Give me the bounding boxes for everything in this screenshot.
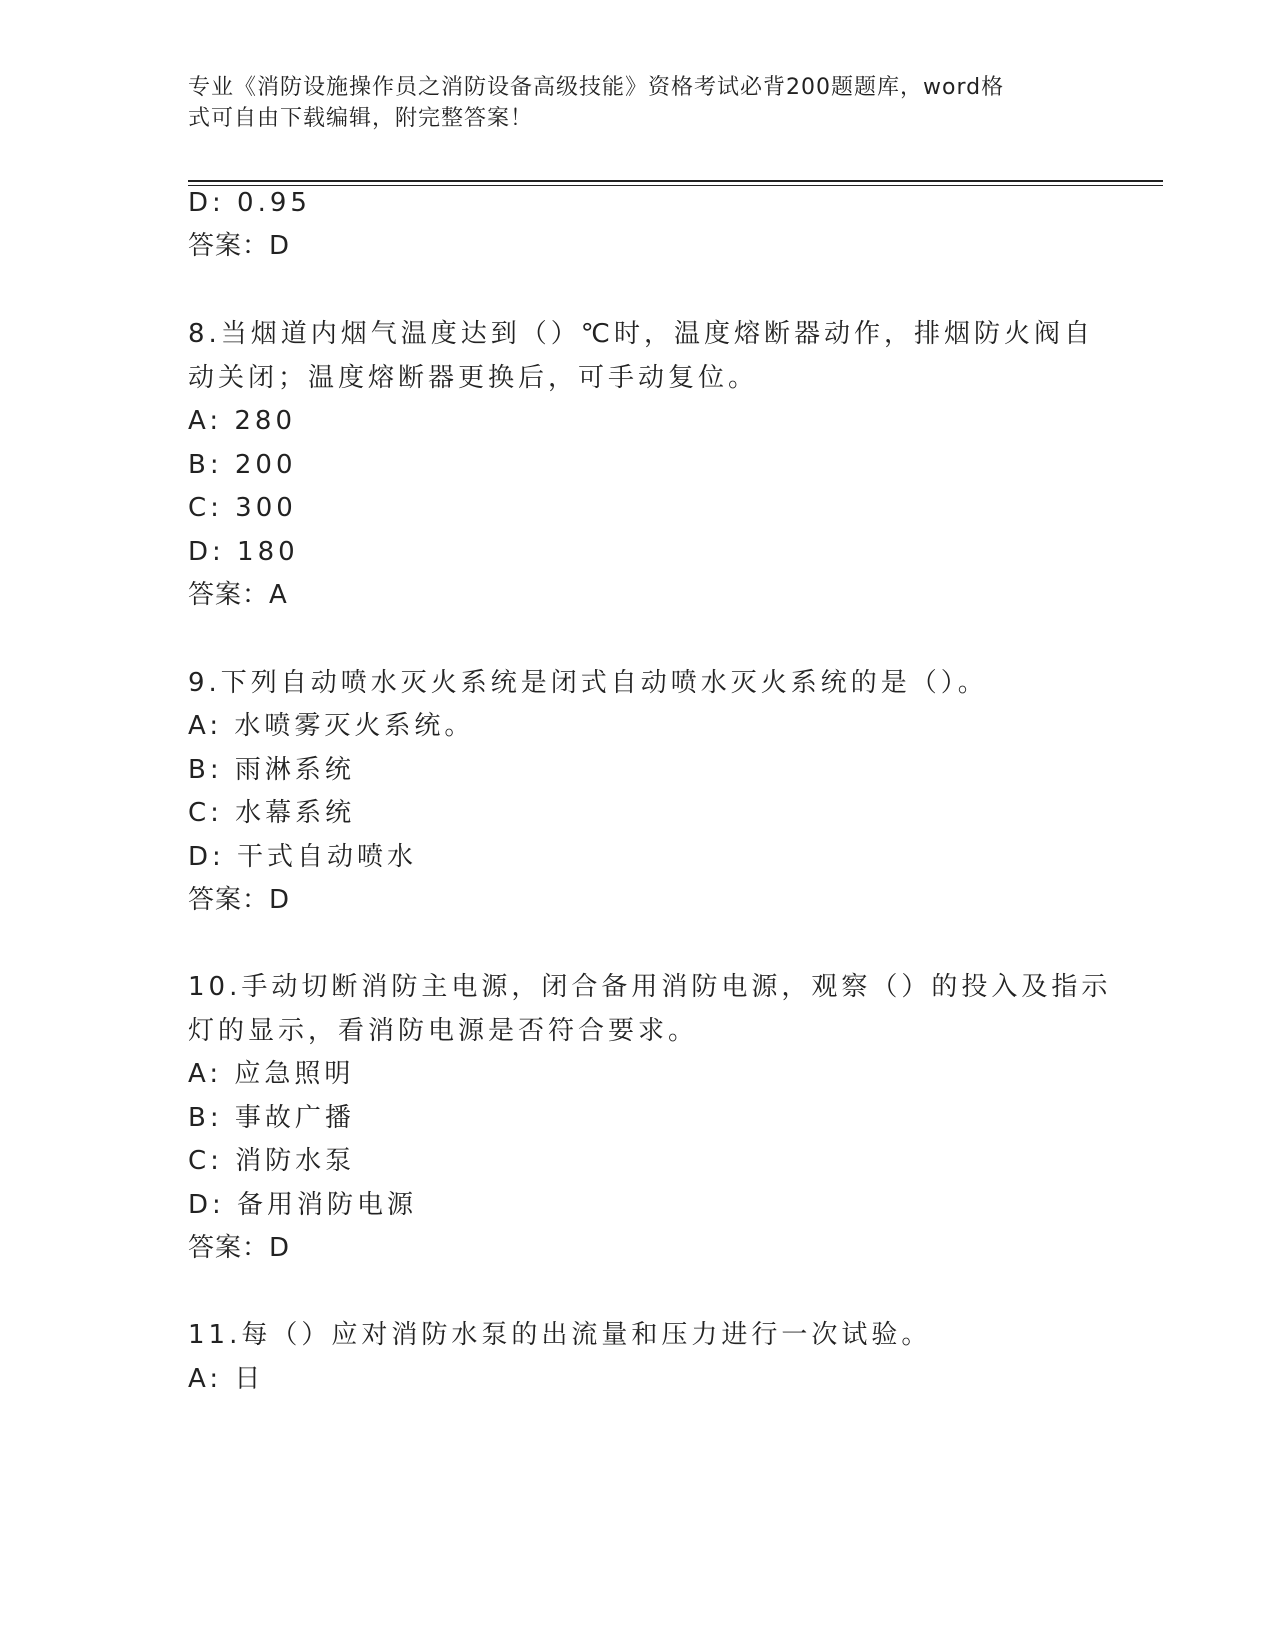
header-divider-thick <box>188 180 1163 182</box>
question-stem-continued: 动关闭；温度熔断器更换后，可手动复位。 <box>188 363 759 393</box>
option-c: C: 水幕系统 <box>188 798 356 828</box>
option-d: D: 0.95 <box>188 188 311 218</box>
answer: 答案：D <box>188 885 291 915</box>
option-a: A: 应急照明 <box>188 1059 355 1089</box>
question-stem: 9.下列自动喷水灭火系统是闭式自动喷水灭火系统的是（）。 <box>188 668 988 698</box>
option-a: A: 日 <box>188 1364 265 1394</box>
option-b: B: 事故广播 <box>188 1103 355 1133</box>
question-stem-continued: 灯的显示，看消防电源是否符合要求。 <box>188 1016 699 1046</box>
option-c: C: 消防水泵 <box>188 1146 356 1176</box>
header-divider-thin <box>188 185 1163 186</box>
answer: 答案：A <box>188 580 288 610</box>
header-line-1: 专业《消防设施操作员之消防设备高级技能》资格考试必背200题题库，word格 <box>188 75 1005 100</box>
option-d: D: 备用消防电源 <box>188 1190 418 1220</box>
answer: 答案：D <box>188 231 291 261</box>
document-header <box>188 72 1088 134</box>
option-d: D: 干式自动喷水 <box>188 842 418 872</box>
option-a: A: 280 <box>188 406 296 436</box>
option-b: B: 雨淋系统 <box>188 755 355 785</box>
option-b: B: 200 <box>188 450 297 480</box>
header-line-2: 式可自由下载编辑，附完整答案！ <box>188 106 534 131</box>
question-stem: 8.当烟道内烟气温度达到（）℃时，温度熔断器动作，排烟防火阀自 <box>188 319 1095 349</box>
question-stem: 11.每（）应对消防水泵的出流量和压力进行一次试验。 <box>188 1320 932 1350</box>
answer: 答案：D <box>188 1233 291 1263</box>
option-c: C: 300 <box>188 493 297 523</box>
question-stem: 10.手动切断消防主电源，闭合备用消防电源，观察（）的投入及指示 <box>188 972 1112 1002</box>
option-d: D: 180 <box>188 537 299 567</box>
option-a: A: 水喷雾灭火系统。 <box>188 711 475 741</box>
